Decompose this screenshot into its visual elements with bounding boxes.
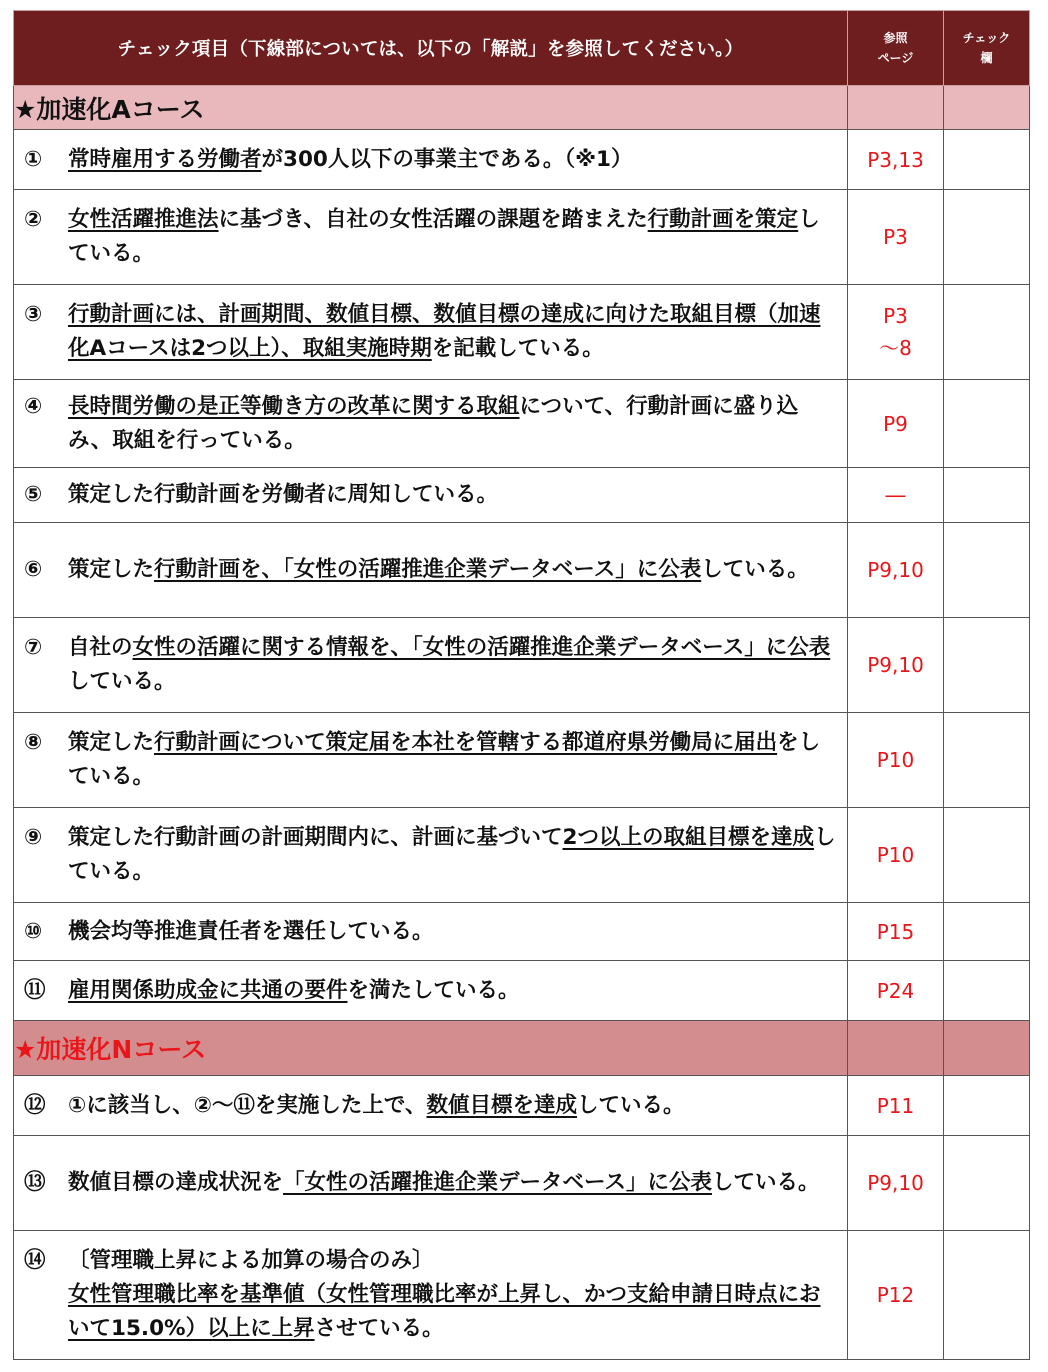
check-box-cell[interactable]	[944, 713, 1030, 808]
underlined-term: 常時雇用する労働者	[68, 146, 262, 172]
item-cell	[14, 468, 848, 523]
item-content	[24, 143, 837, 177]
header-page-ref	[848, 11, 944, 86]
item-cell	[14, 713, 848, 808]
header-row	[14, 11, 1030, 86]
checklist-row	[14, 285, 1030, 380]
item-text-segment: を記載している。	[431, 336, 604, 361]
underlined-term: 女性の活躍に関する情報を、「女性の活躍推進企業データベース」に公表	[132, 635, 831, 660]
section-n-title: ★加速化Nコース	[14, 1021, 848, 1076]
item-number: ③	[24, 302, 43, 327]
item-cell	[14, 285, 848, 380]
checklist-row	[14, 961, 1030, 1021]
checklist-row	[14, 190, 1030, 285]
check-box-cell[interactable]	[944, 380, 1030, 468]
item-cell	[14, 380, 848, 468]
check-box-cell[interactable]	[944, 1076, 1030, 1136]
item-text	[68, 203, 837, 271]
item-content	[24, 821, 837, 889]
item-number: ①	[24, 146, 43, 172]
item-text	[68, 390, 837, 458]
check-box-cell[interactable]	[944, 618, 1030, 713]
item-text-segment: している。	[701, 557, 809, 582]
item-cell	[14, 903, 848, 961]
header-check-line1: チェック	[962, 31, 1011, 45]
item-content	[24, 631, 837, 699]
item-content	[24, 553, 837, 587]
checklist-row	[14, 1076, 1030, 1136]
header-check	[944, 11, 1030, 86]
item-cell	[14, 961, 848, 1021]
item-text	[68, 553, 837, 587]
item-number: ④	[24, 393, 43, 419]
item-number: ⑧	[24, 730, 43, 755]
item-text-segment: が300人以下の事業主である。（※1）	[261, 146, 633, 172]
item-content	[24, 298, 837, 366]
checklist-row	[14, 468, 1030, 523]
item-content	[24, 390, 837, 458]
item-number: ⑭	[24, 1248, 46, 1273]
section-a-page-blank	[848, 86, 944, 130]
item-cell	[14, 618, 848, 713]
item-text-segment: 自社の	[68, 635, 133, 660]
section-a-title: ★加速化Aコース	[14, 86, 848, 130]
page-reference: P24	[848, 961, 944, 1021]
page-reference: P9,10	[848, 618, 944, 713]
header-page-ref-line2: ページ	[877, 51, 914, 65]
checklist-row	[14, 903, 1030, 961]
item-text	[68, 631, 837, 699]
underlined-term: 行動計画を、「女性の活躍推進企業データベース」に公表	[154, 557, 702, 582]
item-text-segment: 策定した	[68, 557, 155, 582]
check-box-cell[interactable]	[944, 903, 1030, 961]
item-text-segment: している。	[577, 1092, 685, 1118]
item-content	[24, 915, 837, 949]
page-reference: P9	[848, 380, 944, 468]
item-text-segment: 策定した行動計画を労働者に周知している。	[68, 482, 499, 507]
item-number: ⑫	[24, 1092, 46, 1118]
page-reference: P15	[848, 903, 944, 961]
page-reference: P10	[848, 713, 944, 808]
item-text	[68, 298, 837, 366]
item-text-segment: について、行動計画に盛り込み、取組を行っている。	[68, 393, 799, 453]
item-text-segment: に基づき、自社の女性活躍の課題を踏まえた	[218, 207, 648, 232]
item-text	[68, 726, 837, 794]
page-reference: P11	[848, 1076, 944, 1136]
item-number: ⑩	[24, 918, 43, 944]
item-cell	[14, 808, 848, 903]
section-n-page-blank	[848, 1021, 944, 1076]
item-cell	[14, 130, 848, 190]
item-cell	[14, 1076, 848, 1136]
item-text-segment: している。	[711, 1170, 820, 1195]
item-number: ⑪	[24, 977, 46, 1003]
underlined-term: 行動計画について策定届を本社を管轄する都道府県労働局に届出	[154, 730, 778, 755]
checklist-row	[14, 380, 1030, 468]
item-text-segment: を満たしている。	[347, 977, 520, 1003]
page-reference: P10	[848, 808, 944, 903]
section-n-row	[14, 1021, 1030, 1076]
underlined-term: 行動計画を策定	[647, 207, 799, 232]
item-text-segment: 策定した行動計画の計画期間内に、計画に基づいて	[68, 825, 563, 850]
underlined-term: 2つ以上の取組目標を達成	[562, 825, 814, 850]
header-check-line2: 欄	[980, 51, 993, 65]
item-text	[68, 821, 837, 889]
checklist-row	[14, 1136, 1030, 1231]
underlined-term: 数値目標を達成	[426, 1092, 577, 1118]
item-text-segment: させている。	[314, 1316, 444, 1341]
underlined-term: 雇用関係助成金に共通の要件	[68, 977, 348, 1003]
item-text-segment: している。	[68, 207, 820, 266]
item-text	[68, 974, 837, 1008]
section-n-check-blank	[944, 1021, 1030, 1076]
item-cell	[14, 190, 848, 285]
check-box-cell[interactable]	[944, 190, 1030, 285]
checklist-row	[14, 618, 1030, 713]
checklist-row	[14, 130, 1030, 190]
item-number: ⑬	[24, 1170, 46, 1195]
item-cell	[14, 1136, 848, 1231]
item-cell	[14, 1231, 848, 1360]
item-number: ⑦	[24, 635, 43, 660]
underlined-term: 女性管理職比率を基準値（女性管理職比率が上昇し、かつ支給申請日時点において15.0%）以上に上昇	[68, 1282, 821, 1341]
item-content	[24, 974, 837, 1008]
item-text	[68, 478, 837, 512]
underlined-term: 「女性の活躍推進企業データベース」に公表	[283, 1170, 712, 1195]
check-box-cell[interactable]	[944, 808, 1030, 903]
item-content	[24, 1089, 837, 1123]
checklist-row	[14, 808, 1030, 903]
item-text	[68, 1166, 837, 1200]
item-number: ⑨	[24, 825, 43, 850]
item-text-segment: 数値目標の達成状況を	[68, 1170, 284, 1195]
item-text-segment: 機会均等推進責任者を選任している。	[68, 918, 434, 944]
item-text-segment: 策定した	[68, 730, 155, 755]
page-reference: P3	[848, 190, 944, 285]
item-text	[68, 1244, 837, 1346]
item-number: ⑤	[24, 482, 43, 507]
item-content	[24, 478, 837, 512]
underlined-term: 行動計画には、計画期間、数値目標、数値目標の達成に向けた取組目標（加速化Aコースは2つ以上）、取組実施時期	[68, 302, 821, 361]
page-reference: P3 ～8	[848, 285, 944, 380]
checklist-table	[13, 10, 1030, 1360]
checklist-row	[14, 1231, 1030, 1360]
item-content	[24, 203, 837, 271]
section-a-row	[14, 86, 1030, 130]
item-content	[24, 726, 837, 794]
page-reference: P3,13	[848, 130, 944, 190]
item-text-segment: している。	[68, 825, 836, 884]
item-text	[68, 1089, 837, 1123]
underlined-term: 長時間労働の是正等働き方の改革に関する取組	[68, 393, 520, 419]
check-box-cell[interactable]	[944, 285, 1030, 380]
item-number: ⑥	[24, 557, 43, 582]
header-title: チェック項目（下線部については、以下の「解説」を参照してください。）	[14, 11, 848, 86]
checklist-row	[14, 713, 1030, 808]
item-content	[24, 1244, 837, 1346]
item-text-segment: ①に該当し、②～⑪を実施した上で、	[68, 1092, 427, 1118]
checklist-row	[14, 523, 1030, 618]
check-box-cell[interactable]	[944, 468, 1030, 523]
item-content	[24, 1166, 837, 1200]
underlined-term: 女性活躍推進法	[68, 207, 219, 232]
item-text-segment: をしている。	[68, 730, 821, 789]
page-reference: P9,10	[848, 523, 944, 618]
header-page-ref-line1: 参照	[883, 31, 908, 45]
check-box-cell[interactable]	[944, 1231, 1030, 1360]
page-reference: P12	[848, 1231, 944, 1360]
check-box-cell[interactable]	[944, 961, 1030, 1021]
item-text	[68, 143, 837, 177]
item-cell	[14, 523, 848, 618]
section-a-check-blank	[944, 86, 1030, 130]
check-box-cell[interactable]	[944, 1136, 1030, 1231]
page-reference: ―	[848, 468, 944, 523]
item-text-segment: している。	[68, 669, 176, 694]
check-box-cell[interactable]	[944, 130, 1030, 190]
check-box-cell[interactable]	[944, 523, 1030, 618]
item-number: ②	[24, 207, 43, 232]
item-text-segment: 〔管理職上昇による加算の場合のみ〕	[68, 1248, 434, 1273]
page-reference: P9,10	[848, 1136, 944, 1231]
item-text	[68, 915, 837, 949]
